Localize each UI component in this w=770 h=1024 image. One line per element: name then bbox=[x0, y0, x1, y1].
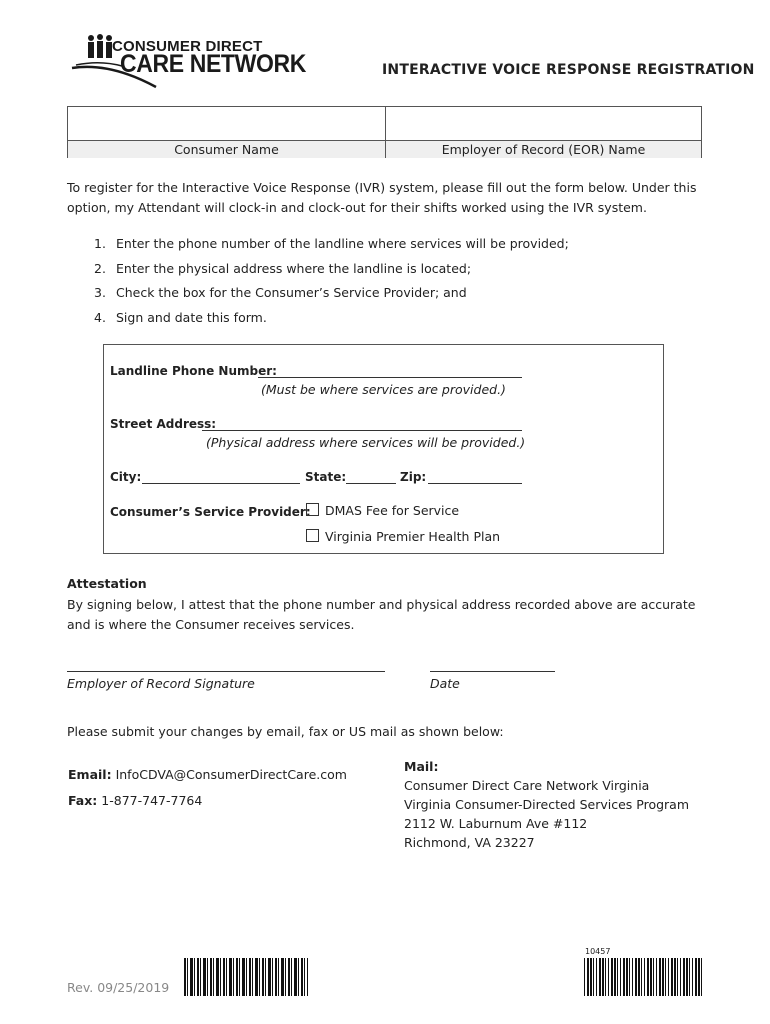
name-table bbox=[67, 106, 702, 158]
provider-label: Consumer’s Service Provider: bbox=[110, 505, 311, 519]
mail-address-line: 2112 W. Laburnum Ave #112 bbox=[404, 816, 588, 831]
mail-label: Mail: bbox=[404, 759, 439, 774]
step-text: Check the box for the Consumer’s Service Provider; and bbox=[116, 285, 467, 300]
fax-label: Fax: bbox=[68, 793, 98, 808]
email-line bbox=[68, 767, 347, 782]
step-item bbox=[94, 310, 267, 325]
provider-option-virginia-premier[interactable] bbox=[306, 529, 500, 544]
step-number: 2. bbox=[94, 261, 106, 276]
email-label: Email: bbox=[68, 767, 112, 782]
mail-address-line: Virginia Consumer-Directed Services Program bbox=[404, 797, 690, 812]
provider-option-dmas[interactable] bbox=[306, 503, 459, 518]
signature-label: Employer of Record Signature bbox=[67, 676, 255, 691]
step-text: Enter the physical address where the landline is located; bbox=[116, 261, 472, 276]
phone-input-line[interactable] bbox=[258, 365, 522, 378]
state-input-line[interactable] bbox=[346, 471, 396, 484]
phone-label: Landline Phone Number: bbox=[110, 364, 277, 378]
street-label: Street Address: bbox=[110, 417, 217, 431]
attestation-heading: Attestation bbox=[67, 576, 147, 591]
step-item bbox=[94, 261, 471, 276]
signature-line[interactable] bbox=[67, 671, 385, 672]
virginia-premier-option-label: Virginia Premier Health Plan bbox=[325, 529, 501, 544]
step-item bbox=[94, 285, 467, 300]
barcode-left bbox=[184, 958, 308, 996]
step-number: 3. bbox=[94, 285, 106, 300]
dmas-checkbox[interactable] bbox=[306, 503, 319, 516]
phone-hint: (Must be where services are provided.) bbox=[261, 382, 506, 397]
document-title: INTERACTIVE VOICE RESPONSE REGISTRATION bbox=[382, 62, 755, 78]
dmas-option-label: DMAS Fee for Service bbox=[325, 503, 460, 518]
street-input-line[interactable] bbox=[202, 418, 522, 431]
consumer-name-field[interactable] bbox=[68, 107, 385, 140]
date-line[interactable] bbox=[430, 671, 555, 672]
virginia-premier-checkbox[interactable] bbox=[306, 529, 319, 542]
barcode-right bbox=[584, 958, 702, 996]
city-label: City: bbox=[110, 470, 142, 484]
step-number: 1. bbox=[94, 236, 106, 251]
consumer-name-caption: Consumer Name bbox=[68, 141, 385, 158]
zip-input-line[interactable] bbox=[428, 471, 522, 484]
eor-name-field[interactable] bbox=[386, 107, 701, 140]
revision-date: Rev. 09/25/2019 bbox=[67, 980, 170, 995]
email-value[interactable]: InfoCDVA@ConsumerDirectCare.com bbox=[115, 767, 347, 782]
logo-line-1: CONSUMER DIRECT bbox=[112, 38, 263, 55]
fax-value: 1-877-747-7764 bbox=[101, 793, 203, 808]
fax-line bbox=[68, 793, 202, 808]
step-text: Enter the phone number of the landline where services will be provided; bbox=[116, 236, 569, 251]
city-input-line[interactable] bbox=[142, 471, 300, 484]
street-hint: (Physical address where services will be provided.) bbox=[206, 435, 526, 450]
zip-label: Zip: bbox=[400, 470, 427, 484]
form-number: 10457 bbox=[585, 947, 611, 956]
attestation-text: By signing below, I attest that the phone number and physical address recorded above are accurate and is where the Consumer receives services. bbox=[67, 597, 696, 632]
date-label: Date bbox=[430, 676, 460, 691]
step-text: Sign and date this form. bbox=[116, 310, 267, 325]
eor-name-caption: Employer of Record (EOR) Name bbox=[386, 141, 701, 158]
intro-text: To register for the Interactive Voice Response (IVR) system, please fill out the form below. Under this option, my Attendant will clock-in and clock-out for their shifts worked using the IVR system. bbox=[67, 180, 697, 215]
step-item bbox=[94, 236, 569, 251]
logo-line-2: CARE NETWORK bbox=[120, 50, 306, 78]
submit-note: Please submit your changes by email, fax or US mail as shown below: bbox=[67, 724, 504, 739]
step-number: 4. bbox=[94, 310, 106, 325]
mail-address-line: Consumer Direct Care Network Virginia bbox=[404, 778, 650, 793]
mail-address-line: Richmond, VA 23227 bbox=[404, 835, 535, 850]
state-label: State: bbox=[305, 470, 347, 484]
